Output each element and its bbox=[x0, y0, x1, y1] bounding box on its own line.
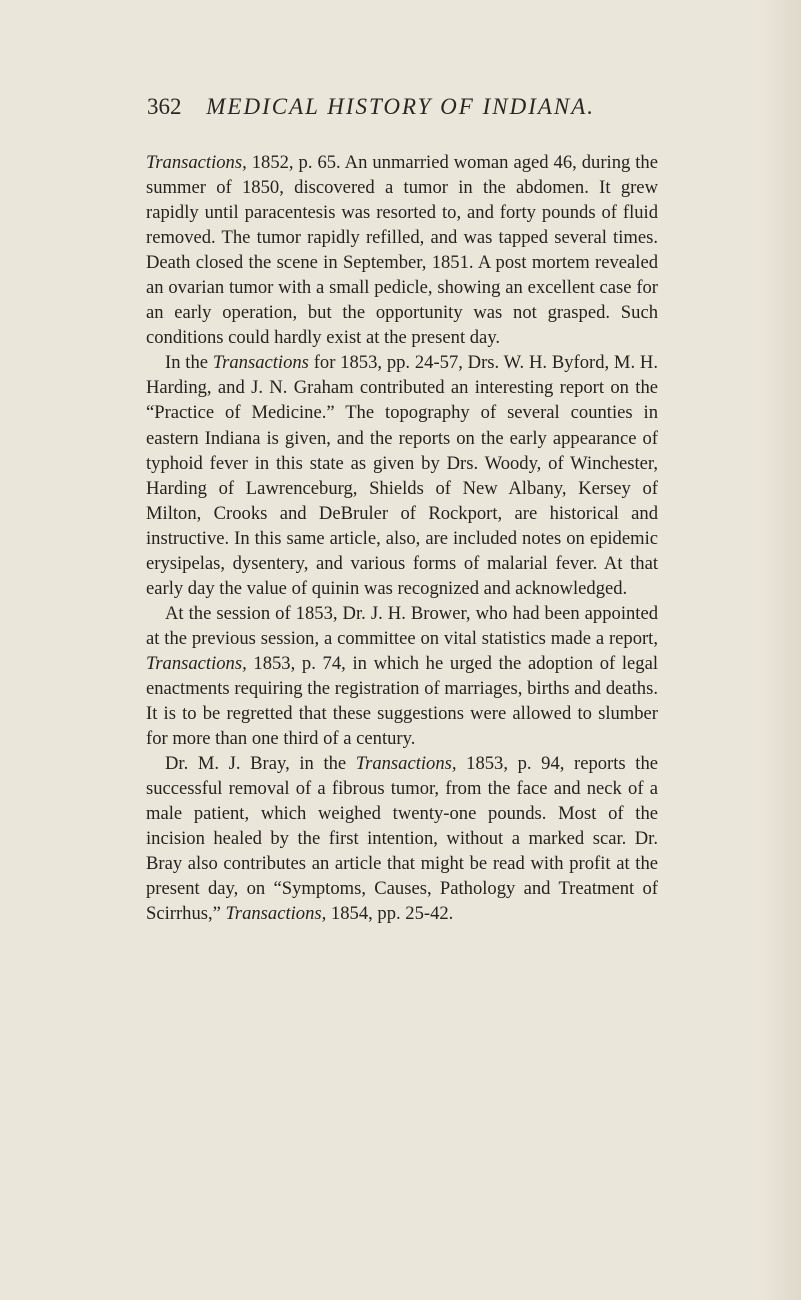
text-run: Transactions, bbox=[146, 152, 247, 173]
text-run: Transactions bbox=[212, 352, 309, 374]
paragraph bbox=[146, 751, 658, 926]
paragraph bbox=[146, 601, 658, 751]
running-title: MEDICAL HISTORY OF INDIANA. bbox=[206, 94, 596, 119]
text-run: At the session of 1853, Dr. J. H. Brower, who had been appointed at the previous session, a committee on vital statistics made a report, bbox=[146, 602, 658, 649]
text-run: 1854, pp. 25-42. bbox=[326, 903, 454, 925]
page-edge-shadow bbox=[761, 0, 801, 1300]
text-run: 1852, p. 65. An unmarried woman aged 46, during the summer of 1850, discovered a tumor in the abdomen. It grew rapidly until paracentesis was resorted to, and forty pounds of fluid removed. The tumor rapidly refilled, and was tapped several times. Death closed the scene in September, 1851. A post mortem revealed an ovarian tumor with a small pedicle, showing an excellent case for an early operation, but the opportunity was not grasped. Such conditions could hardly exist at the present day. bbox=[146, 152, 658, 349]
text-run: In the bbox=[165, 352, 213, 374]
text-run: Dr. M. J. Bray, in the bbox=[165, 753, 356, 775]
paragraph bbox=[146, 350, 658, 600]
text-run: for 1853, pp. 24-57, Drs. W. H. Byford, M. H. Harding, and J. N. Graham contributed an interesting report on the “Practice of Medicine.” The topography of several counties in eastern Indiana is given, and the reports on the early appearance of typhoid fever in this state as given by Drs. Woody, of Winchester, Harding of Lawrenceburg, Shields of New Albany, Kersey of Milton, Crooks and DeBruler of Rockport, are historical and instructive. In this same article, also, are included notes on epidemic erysipelas, dysentery, and various forms of malarial fever. At that early day the value of quinin was recognized and acknowledged. bbox=[146, 352, 658, 599]
paragraph bbox=[146, 150, 658, 350]
running-header bbox=[147, 94, 707, 120]
text-run: Transactions, bbox=[355, 753, 457, 775]
text-run: 1853, p. 74, in which he urged the adoption of legal enactments requiring the registration of marriages, births and deaths. It is to be regretted that these suggestions were allowed to slumber for more than one third of a century. bbox=[146, 652, 658, 750]
text-run: 1853, p. 94, reports the successful removal of a fibrous tumor, from the face and neck of a male patient, which weighed twenty-one pounds. Most of the incision healed by the first intention, without a marked scar. Dr. Bray also contributes an article that might be read with profit at the present day, on “Symptoms, Causes, Pathology and Treatment of Scirrhus,” bbox=[146, 753, 658, 925]
text-run: Transactions, bbox=[225, 903, 327, 925]
body-text bbox=[146, 150, 658, 926]
page-number: 362 bbox=[147, 94, 182, 119]
text-run: Transactions, bbox=[146, 652, 247, 674]
